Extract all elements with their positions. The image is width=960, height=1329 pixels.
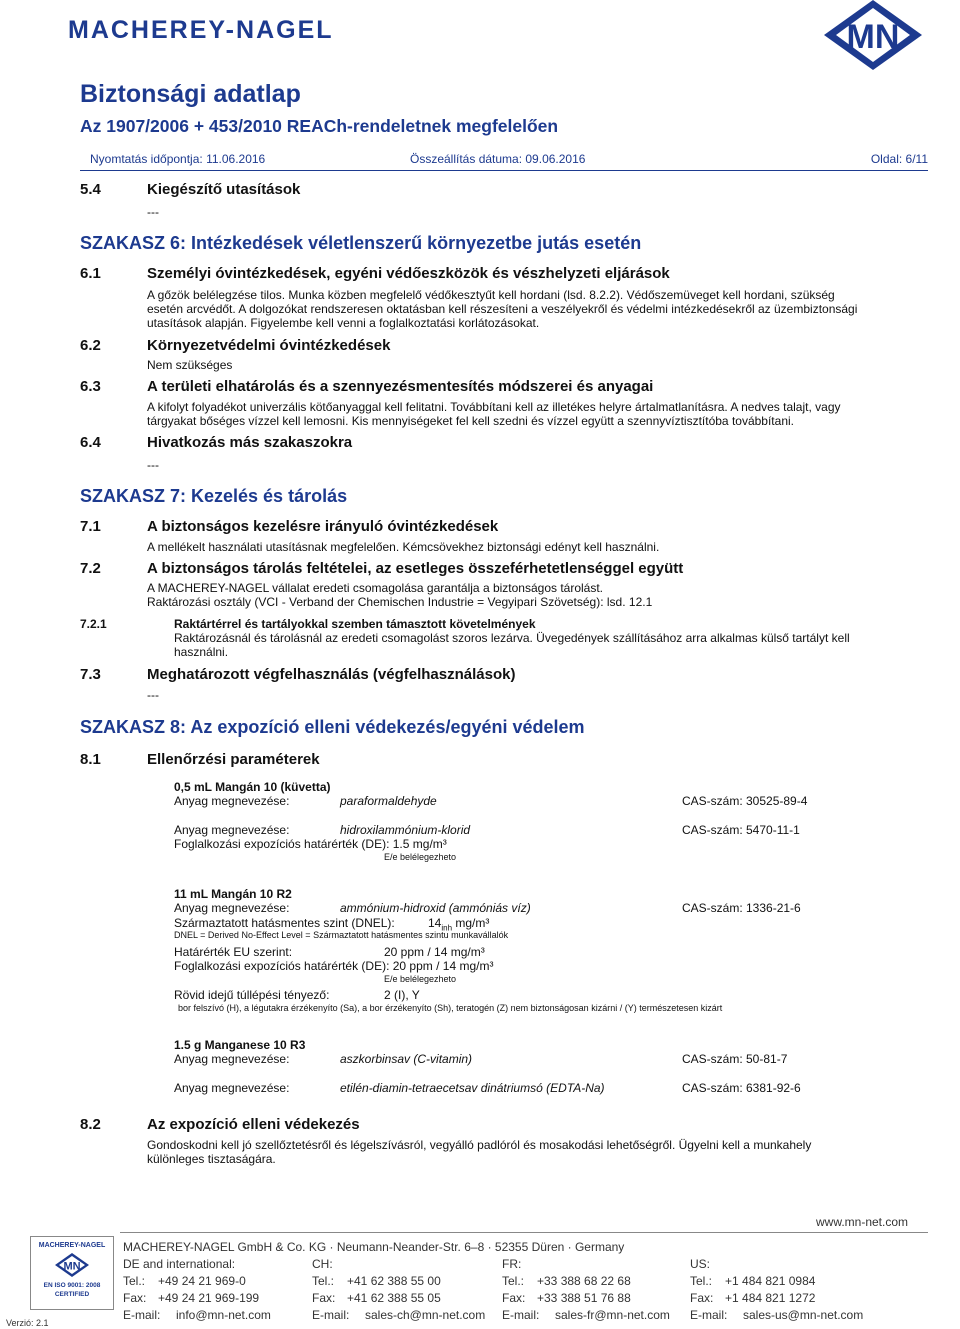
page-number: Oldal: 6/11 <box>870 152 928 166</box>
section-text: --- <box>147 688 159 702</box>
section-number: 7.2 <box>80 560 101 577</box>
kit-heading: 11 mL Mangán 10 R2 <box>174 887 292 901</box>
footer-divider <box>120 1232 928 1233</box>
short-term-note: bor felszívó (H), a légutakra érzékenyíto (Sa), a bor érzékenyíto (Sh), teratogén (Z) nem biztonságosan kizárni / (Y) természetesen kizárt <box>178 1003 723 1013</box>
section-title: Hivatkozás más szakaszokra <box>147 434 353 451</box>
paragraph-line: különleges tisztaságára. <box>147 1152 276 1166</box>
short-term-value: 2 (I), Y <box>384 988 420 1002</box>
cert-standard: EN ISO 9001: 2008 <box>43 1282 101 1289</box>
section-number: 6.3 <box>80 378 101 395</box>
print-date: Nyomtatás időpontja: 11.06.2016 <box>90 152 266 166</box>
major-section-title: SZAKASZ 6: Intézkedések véletlenszerű környezetbe jutás esetén <box>80 233 642 253</box>
contact-title: DE and international: <box>123 1257 236 1271</box>
paragraph-line: A kifolyt folyadékot univerzális kötőanyaggal kell felitatni. Továbbítani kell az illetékes helyre ártalmatlanításra. A nedves talajt, vagy <box>147 400 841 414</box>
substance-label: Anyag megnevezése: <box>174 901 290 915</box>
cert-brand: MACHEREY-NAGEL <box>38 1242 106 1249</box>
contact-title: US: <box>690 1257 711 1271</box>
document-subtitle: Az 1907/2006 + 453/2010 REACh-rendeletnek megfelelően <box>80 116 559 136</box>
cas-number: CAS-szám: 5470-11-1 <box>682 823 800 837</box>
tel-label: Tel.: <box>690 1274 713 1288</box>
cert-logo-text: MN <box>63 1260 81 1273</box>
tel-label: Tel.: <box>312 1274 335 1288</box>
cas-number: CAS-szám: 1336-21-6 <box>682 901 801 915</box>
section-title: Az expozíció elleni védekezés <box>147 1116 360 1133</box>
print-info-line <box>80 152 928 171</box>
section-text: Nem szükséges <box>147 358 233 372</box>
section-title: A biztonságos tárolás feltételei, az esetleges összeférhetetlenséggel együtt <box>147 560 684 577</box>
exposure-note: E/e belélegezheto <box>384 852 457 862</box>
substance-label: Anyag megnevezése: <box>174 794 290 808</box>
exposure-note: E/e belélegezheto <box>384 974 457 984</box>
substance-name: aszkorbinsav (C-vitamin) <box>340 1052 473 1066</box>
contact-title: FR: <box>502 1257 522 1271</box>
section-title: Ellenőrzési paraméterek <box>147 751 320 768</box>
email-label: E-mail: <box>123 1308 161 1322</box>
certification-badge <box>30 1236 114 1310</box>
substance-name: ammónium-hidroxid (ammóniás víz) <box>340 901 531 915</box>
mn-logo-icon <box>786 0 960 70</box>
fax-label: Fax: <box>123 1291 147 1305</box>
tel-value: +49 24 21 969-0 <box>158 1274 246 1288</box>
tel-value: +1 484 821 0984 <box>725 1274 816 1288</box>
mn-logo-icon <box>55 1253 89 1277</box>
email-label: E-mail: <box>502 1308 540 1322</box>
fax-label: Fax: <box>690 1291 714 1305</box>
dnel-label: Származtatott hatásmentes szint (DNEL): <box>174 916 395 930</box>
paragraph-line: A MACHEREY-NAGEL vállalat eredeti csomagolása garantálja a biztonságos tárolást. <box>147 581 604 595</box>
substance-name: hidroxilammónium-klorid <box>340 823 471 837</box>
fax-value: +49 24 21 969-199 <box>158 1291 260 1305</box>
tel-label: Tel.: <box>502 1274 525 1288</box>
kit-heading: 0,5 mL Mangán 10 (küvetta) <box>174 780 331 794</box>
tel-label: Tel.: <box>123 1274 146 1288</box>
dnel-number: 14 <box>428 916 442 930</box>
exposure-limit: Foglalkozási expozíciós határérték (DE): 20 ppm / 14 mg/m³ <box>174 959 494 973</box>
paragraph-line: A gőzök belélegzése tilos. Munka közben megfelelő védőkesztyűt kell hordani (lsd. 8.2.2). Védőszemüveget kell hordani, szükség <box>147 288 835 302</box>
website-link[interactable]: www.mn-net.com <box>816 1215 909 1229</box>
section-title: A területi elhatárolás és a szennyezésmentesítés módszerei és anyagai <box>147 378 654 395</box>
exposure-limit: Foglalkozási expozíciós határérték (DE): 1.5 mg/m³ <box>174 837 447 851</box>
eu-limit-value: 20 ppm / 14 mg/m³ <box>384 945 485 959</box>
email-label: E-mail: <box>690 1308 728 1322</box>
tel-value: +41 62 388 55 00 <box>347 1274 441 1288</box>
fax-label: Fax: <box>502 1291 526 1305</box>
tel-value: +33 388 68 22 68 <box>537 1274 631 1288</box>
eu-limit-label: Határérték EU szerint: <box>174 945 293 959</box>
issue-date: Összeállítás dátuma: 09.06.2016 <box>410 152 586 166</box>
fax-label: Fax: <box>312 1291 336 1305</box>
paragraph-line: használni. <box>174 645 229 659</box>
brand-name: MACHEREY-NAGEL <box>68 16 334 44</box>
fax-value: +33 388 51 76 88 <box>537 1291 631 1305</box>
paragraph-line: esetén arcvédőt. A dolgozókat rendszeresen oktatásban kell részesíteni a veszélyekről és védelmi intézkedésekről az üzembiztonsági <box>147 302 858 316</box>
section-number: 8.1 <box>80 751 101 768</box>
substance-label: Anyag megnevezése: <box>174 1052 290 1066</box>
fax-value: +1 484 821 1272 <box>725 1291 816 1305</box>
dnel-unit: mg/m³ <box>452 916 490 930</box>
section-text: --- <box>147 205 159 219</box>
dnel-note: DNEL = Derived No-Effect Level = Származtatott hatásmentes szintu munkavállalók <box>174 930 509 940</box>
email-link[interactable]: sales-fr@mn-net.com <box>555 1308 670 1322</box>
paragraph-line: utasítások alapján. Figyelembe kell venni a foglalkoztatási korlátozásokat. <box>147 316 540 330</box>
section-title: Raktártérrel és tartályokkal szemben támasztott követelmények <box>174 617 536 631</box>
short-term-label: Rövid idejű túllépési tényező: <box>174 988 330 1002</box>
email-link[interactable]: sales-ch@mn-net.com <box>365 1308 486 1322</box>
paragraph-line: Raktározási osztály (VCI - Verband der Chemischen Industrie = Vegyipari Szövetség): lsd. 12.1 <box>147 595 653 609</box>
section-text: A mellékelt használati utasításnak megfelelően. Kémcsövekhez biztonsági edényt kell használni. <box>147 540 660 554</box>
paragraph-line: tárgyakat bőséges vízzel kell lemosni. Kis mennyiségeket fel kell szedni és vízzel együtt a szennyvíztisztítóba továbbítani. <box>147 414 794 428</box>
cert-status: CERTIFIED <box>54 1291 90 1298</box>
section-number: 5.4 <box>80 181 101 198</box>
substance-label: Anyag megnevezése: <box>174 823 290 837</box>
section-number: 8.2 <box>80 1116 101 1133</box>
major-section-title: SZAKASZ 8: Az expozíció elleni védekezés/egyéni védelem <box>80 717 585 737</box>
section-number: 6.4 <box>80 434 101 451</box>
substance-name: paraformaldehyde <box>340 794 437 808</box>
section-number: 7.1 <box>80 518 101 535</box>
cas-number: CAS-szám: 30525-89-4 <box>682 794 808 808</box>
email-link[interactable]: sales-us@mn-net.com <box>743 1308 864 1322</box>
svg-text:MN: MN <box>846 18 900 56</box>
kit-heading: 1.5 g Manganese 10 R3 <box>174 1038 306 1052</box>
section-number: 7.3 <box>80 666 101 683</box>
company-address: MACHEREY-NAGEL GmbH & Co. KG · Neumann-Neander-Str. 6–8 · 52355 Düren · Germany <box>123 1240 625 1254</box>
dnel-route: inh <box>441 923 453 933</box>
fax-value: +41 62 388 55 05 <box>347 1291 441 1305</box>
substance-name: etilén-diamin-tetraecetsav dinátriumsó (EDTA-Na) <box>340 1081 605 1095</box>
paragraph-line: Raktározásnál és tárolásnál az eredeti csomagolást szoros lezárva. Üvegedények szállításához arra alkalmas külső tartályt kell <box>174 631 850 645</box>
section-title: Kiegészítő utasítások <box>147 181 301 198</box>
contact-title: CH: <box>312 1257 333 1271</box>
substance-label: Anyag megnevezése: <box>174 1081 290 1095</box>
paragraph-line: Gondoskodni kell jó szellőztetésről és légelszívásról, vegyálló padlóról és mosakodási lehetőségről. Ügyelni kell a munkahely <box>147 1138 812 1152</box>
section-title: A biztonságos kezelésre irányuló óvintézkedések <box>147 518 499 535</box>
section-number: 7.2.1 <box>80 617 107 631</box>
major-section-title: SZAKASZ 7: Kezelés és tárolás <box>80 486 348 506</box>
section-title: Környezetvédelmi óvintézkedések <box>147 337 391 354</box>
section-number: 6.2 <box>80 337 101 354</box>
document-title: Biztonsági adatlap <box>80 80 301 108</box>
section-title: Meghatározott végfelhasználás (végfelhasználások) <box>147 666 516 683</box>
section-number: 6.1 <box>80 265 101 282</box>
email-link[interactable]: info@mn-net.com <box>176 1308 271 1322</box>
cas-number: CAS-szám: 6381-92-6 <box>682 1081 801 1095</box>
section-title: Személyi óvintézkedések, egyéni védőeszközök és vészhelyzeti eljárások <box>147 265 670 282</box>
email-label: E-mail: <box>312 1308 350 1322</box>
cas-number: CAS-szám: 50-81-7 <box>682 1052 788 1066</box>
version-label: Verzió: 2.1 <box>6 1318 49 1328</box>
section-text: --- <box>147 458 159 472</box>
